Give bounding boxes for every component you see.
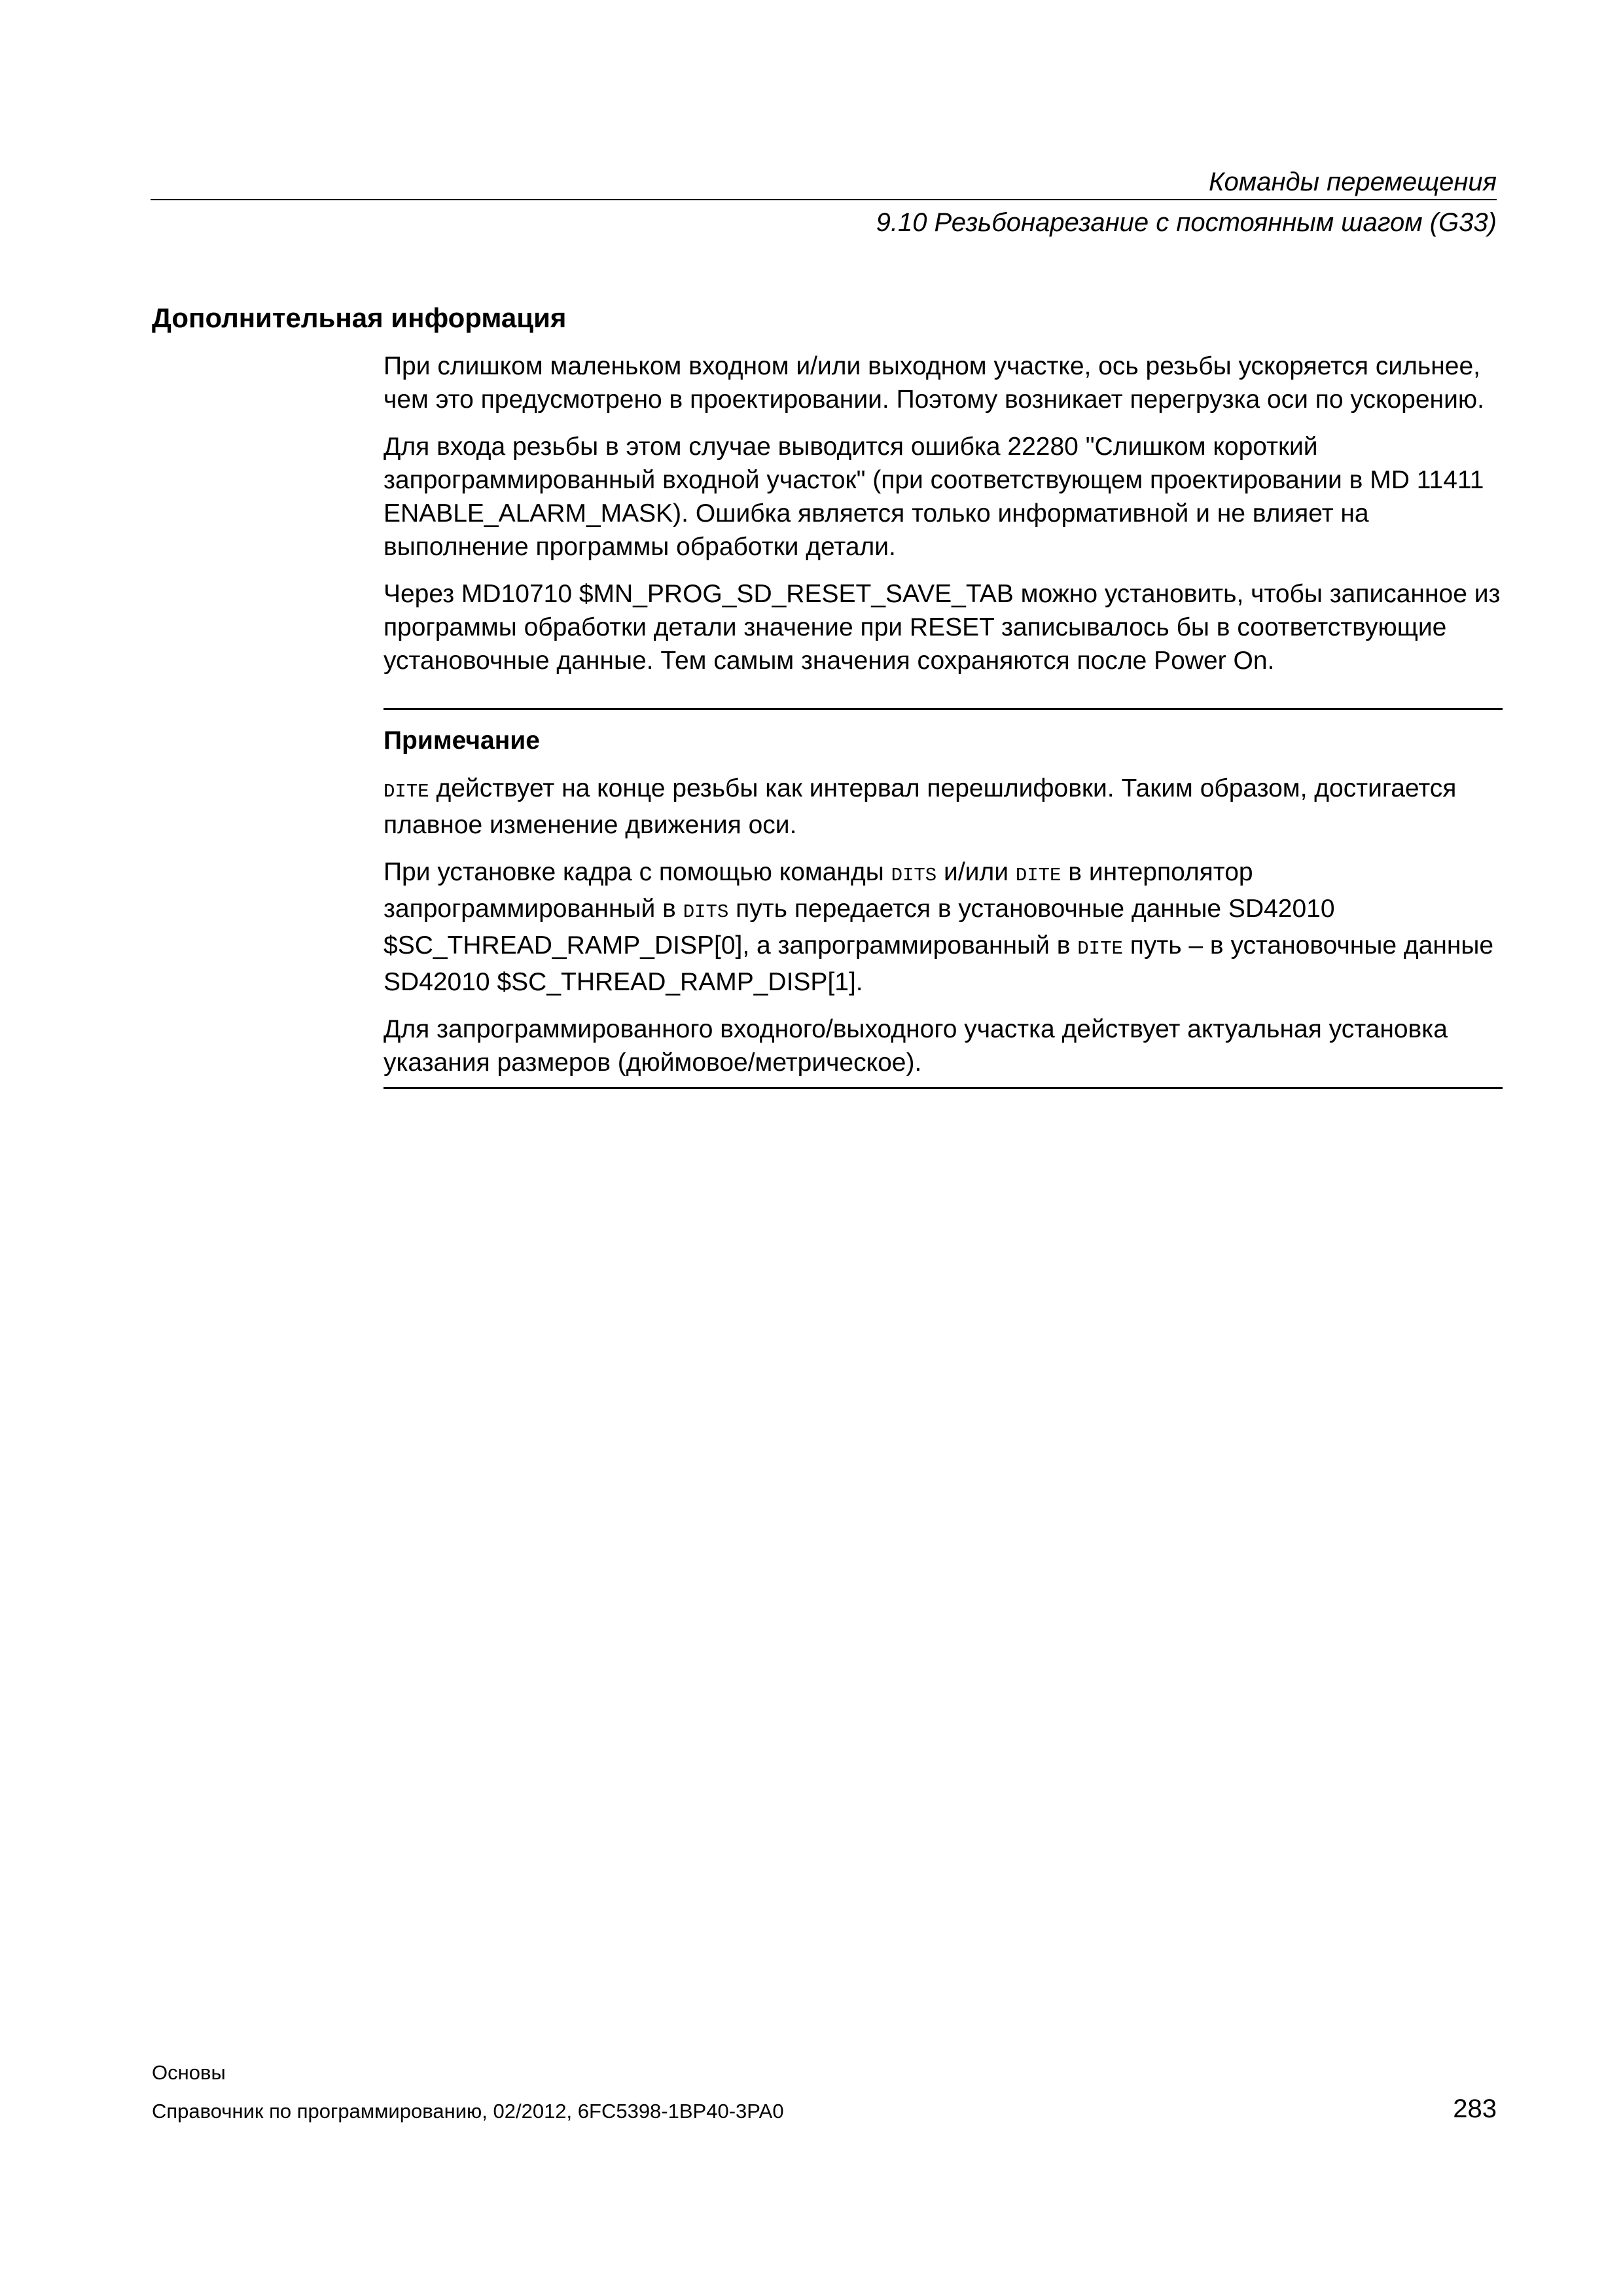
paragraph: Через MD10710 $MN_PROG_SD_RESET_SAVE_TAB можно установить, чтобы записанное из программы обработки детали значение при RESET записывалось бы в соответствующие установочные данные. Тем самым значения сохраняются после Power On. [383,580,1501,675]
note-paragraph [383,772,1503,842]
note-text: в интерполятор запрограммированный в [383,858,1253,923]
code-keyword: DITS [891,865,937,886]
header-rule [151,199,1497,200]
note-box [383,708,1503,1079]
code-keyword: DITS [683,901,729,923]
code-keyword: DITE [383,781,429,802]
running-header-chapter: Команды перемещения [1208,168,1497,196]
footer-book-title: Основы [152,2061,226,2084]
note-text: путь – в установочные данные SD42010 $SC_THREAD_RAMP_DISP[1]. [383,931,1494,996]
note-text: путь передается в установочные данные SD42010 $SC_THREAD_RAMP_DISP[0], а запрограммированный в [383,895,1335,960]
section-heading: Дополнительная информация [152,302,567,333]
page-number: 283 [1453,2094,1497,2123]
note-title: Примечание [383,726,540,755]
code-keyword: DITE [1077,938,1123,960]
note-bottom-rule [383,1087,1503,1089]
code-keyword: DITE [1015,865,1061,886]
footer-manual-info: Справочник по программированию, 02/2012, 6FC5398-1BP40-3PA0 [152,2100,784,2123]
paragraph: При слишком маленьком входном и/или выходном участке, ось резьбы ускоряется сильнее, чем это предусмотрено в проектировании. Поэтому возникает перегрузка оси по ускорению. [383,352,1484,414]
note-text: действует на конце резьбы как интервал перешлифовки. Таким образом, достигается плавное изменение движения оси. [383,774,1457,839]
body-text [383,350,1503,1089]
note-paragraph: Для запрограммированного входного/выходного участка действует актуальная установка указания размеров (дюймовое/метрическое). [383,1015,1448,1077]
note-text: При установке кадра с помощью команды [383,858,891,886]
note-text: и/или [936,858,1016,886]
running-header-section: 9.10 Резьбонарезание с постоянным шагом (G33) [876,208,1497,237]
paragraph: Для входа резьбы в этом случае выводится ошибка 22280 "Слишком короткий запрограммированный входной участок" (при соответствующем проектировании в MD 11411 ENABLE_ALARM_MASK). Ошибка является только информативной и не влияет на выполнение программы обработки детали. [383,433,1484,561]
note-paragraph [383,855,1503,999]
